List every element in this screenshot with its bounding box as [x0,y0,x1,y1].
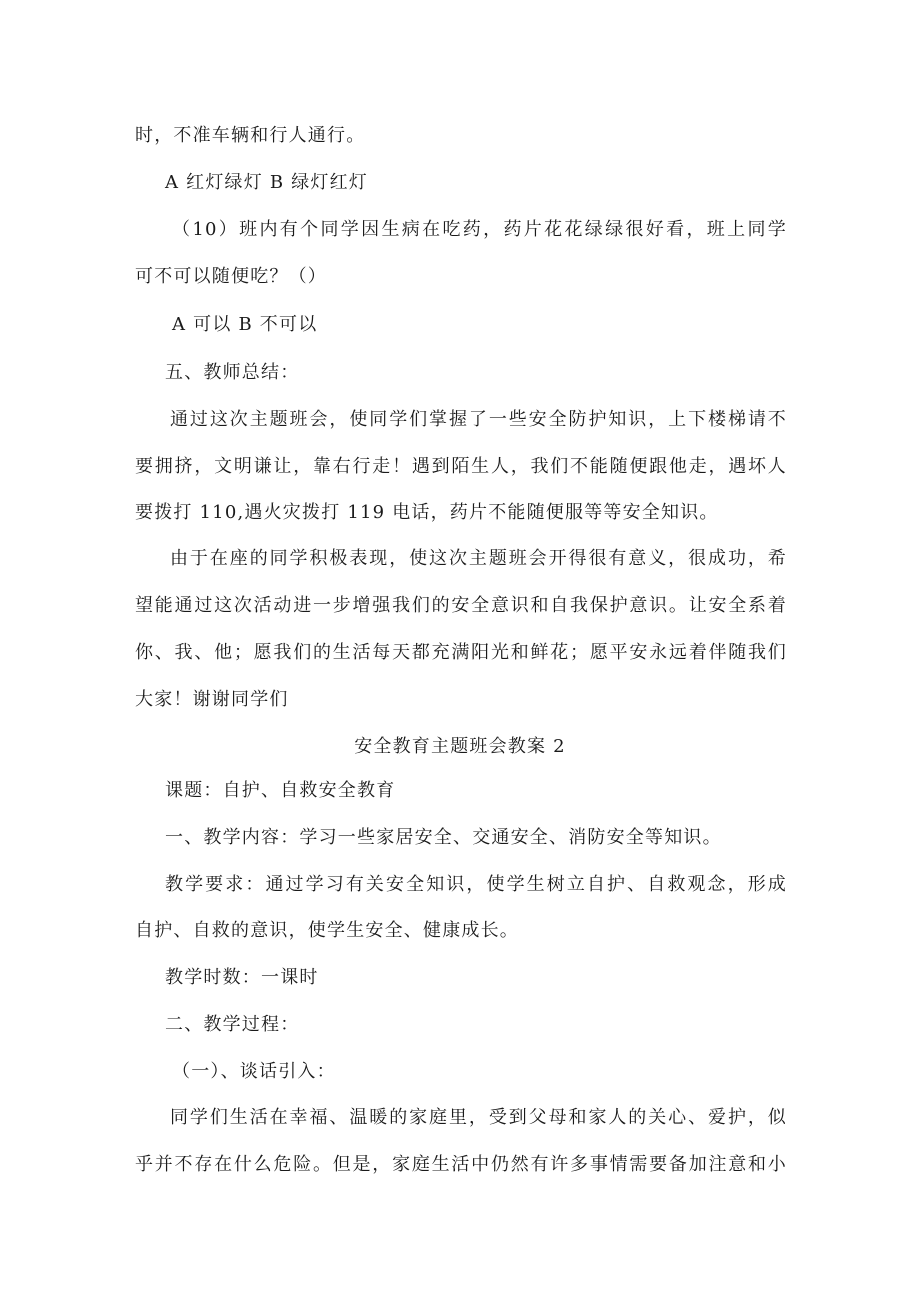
question-10: （10）班内有个同学因生病在吃药，药片花花绿绿很好看，班上同学 [172,219,787,240]
paragraph-line: 要拥挤，文明谦让，靠右行走！遇到陌生人，我们不能随便跟他走，遇坏人 [135,456,787,477]
text-line: 时，不准车辆和行人通行。 [135,125,366,146]
paragraph-line: 通过这次主题班会，使同学们掌握了一些安全防护知识，上下楼梯请不 [170,409,787,430]
paragraph-line: 望能通过这次活动进一步增强我们的安全意识和自我保护意识。让安全系着 [135,595,787,616]
document-title: 安全教育主题班会教案 2 [354,736,566,757]
paragraph-line: 大家！谢谢同学们 [135,689,289,710]
paragraph-line: 同学们生活在幸福、温暖的家庭里，受到父母和家人的关心、爱护，似 [170,1107,787,1128]
paragraph-line: 你、我、他；愿我们的生活每天都充满阳光和鲜花；愿平安永远着伴随我们 [135,642,787,663]
answer-options: A 红灯绿灯 B 绿灯红灯 [165,172,368,193]
section-heading: 一、教学内容：学习一些家居安全、交通安全、消防安全等知识。 [165,827,722,848]
paragraph-line: 由于在座的同学积极表现，使这次主题班会开得很有意义，很成功，希 [170,548,787,569]
paragraph-line: 要拨打 110,遇火灾拨打 119 电话，药片不能随便服等等安全知识。 [135,502,719,523]
lesson-hours: 教学时数：一课时 [165,967,319,988]
paragraph-line: 自护、自救的意识，使学生安全、健康成长。 [135,920,519,941]
paragraph-line: 乎并不存在什么危险。但是，家庭生活中仍然有许多事情需要备加注意和小 [135,1154,787,1175]
section-heading: 二、教学过程： [165,1014,300,1035]
answer-options: A 可以 B 不可以 [172,314,318,335]
lesson-topic: 课题：自护、自救安全教育 [165,780,396,801]
paragraph-line: 教学要求：通过学习有关安全知识，使学生树立自护、自救观念，形成 [165,874,787,895]
text-line: 可不可以随便吃？（） [135,266,327,287]
section-heading: 五、教师总结： [165,362,300,383]
subsection-heading: （一）、谈话引入： [172,1061,336,1082]
